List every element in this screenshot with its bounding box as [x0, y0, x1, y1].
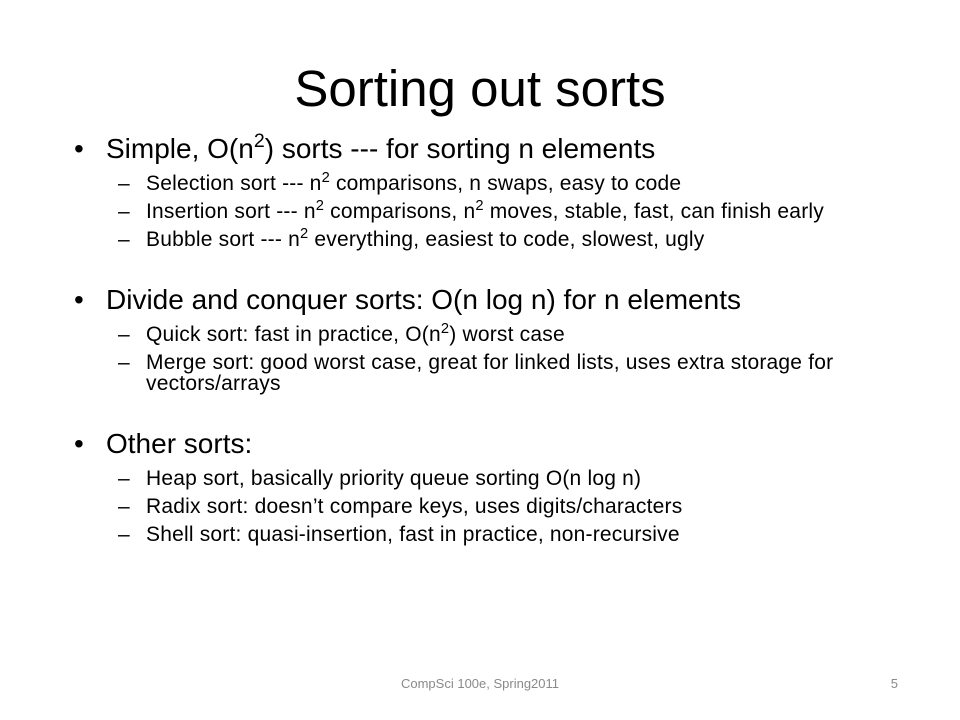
bullet-text: Divide and conquer sorts: O(n log n) for n elements	[106, 284, 741, 315]
page-number: 5	[890, 676, 898, 691]
dash-marker: –	[118, 495, 130, 518]
bullet-marker: •	[74, 428, 84, 459]
slide-content	[74, 132, 894, 578]
bullet-section	[74, 427, 894, 545]
sub-bullet-text: comparisons, n swaps, easy to code	[329, 172, 682, 195]
bullet-item	[74, 132, 894, 166]
sub-bullet-item	[74, 320, 894, 346]
dash-marker: –	[118, 172, 130, 195]
bullet-item	[74, 427, 894, 461]
sub-bullet-item	[74, 197, 894, 223]
sub-bullet-text: Insertion sort --- n	[146, 200, 316, 223]
superscript: 2	[321, 169, 330, 186]
sub-bullet-text: Merge sort: good worst case, great for linked lists, uses extra storage for vectors/arrays	[146, 351, 834, 395]
dash-marker: –	[118, 228, 130, 251]
superscript: 2	[253, 130, 265, 153]
bullet-section	[74, 283, 894, 394]
sub-bullet-item	[74, 352, 894, 394]
sub-bullet-text: Radix sort: doesn’t compare keys, uses digits/characters	[146, 495, 683, 518]
superscript: 2	[315, 197, 325, 214]
sub-bullet-text: ) worst case	[449, 323, 565, 346]
sub-bullet-item	[74, 169, 894, 195]
superscript: 2	[475, 197, 484, 214]
sub-bullet-text: comparisons, n	[324, 200, 476, 223]
slide-title: Sorting out sorts	[294, 60, 666, 117]
dash-marker: –	[118, 323, 130, 346]
dash-marker: –	[118, 467, 130, 490]
bullet-text: Simple, O(n	[106, 133, 254, 164]
sub-bullet-text: moves, stable, fast, can finish early	[483, 200, 824, 223]
sub-bullet-item	[74, 225, 894, 251]
bullet-marker: •	[74, 284, 84, 315]
bullet-marker: •	[74, 133, 84, 164]
sub-bullet-item	[74, 468, 894, 489]
sub-bullet-item	[74, 524, 894, 545]
footer-text: CompSci 100e, Spring2011	[400, 676, 560, 691]
superscript: 2	[440, 320, 450, 337]
sub-bullet-text: Heap sort, basically priority queue sorting O(n log n)	[146, 467, 642, 490]
bullet-item	[74, 283, 894, 317]
dash-marker: –	[118, 351, 130, 374]
sub-bullet-text: Quick sort: fast in practice, O(n	[146, 323, 441, 346]
bullet-text: Other sorts:	[106, 428, 253, 459]
dash-marker: –	[118, 523, 130, 546]
sub-bullet-item	[74, 496, 894, 517]
dash-marker: –	[118, 200, 130, 223]
bullet-text: ) sorts --- for sorting n elements	[264, 133, 656, 164]
sub-bullet-text: Bubble sort --- n	[146, 228, 300, 251]
bullet-section	[74, 132, 894, 250]
sub-bullet-text: everything, easiest to code, slowest, ugly	[308, 228, 705, 251]
sub-bullet-text: Selection sort --- n	[146, 172, 322, 195]
superscript: 2	[299, 225, 309, 242]
sub-bullet-text: Shell sort: quasi-insertion, fast in practice, non-recursive	[146, 523, 680, 546]
